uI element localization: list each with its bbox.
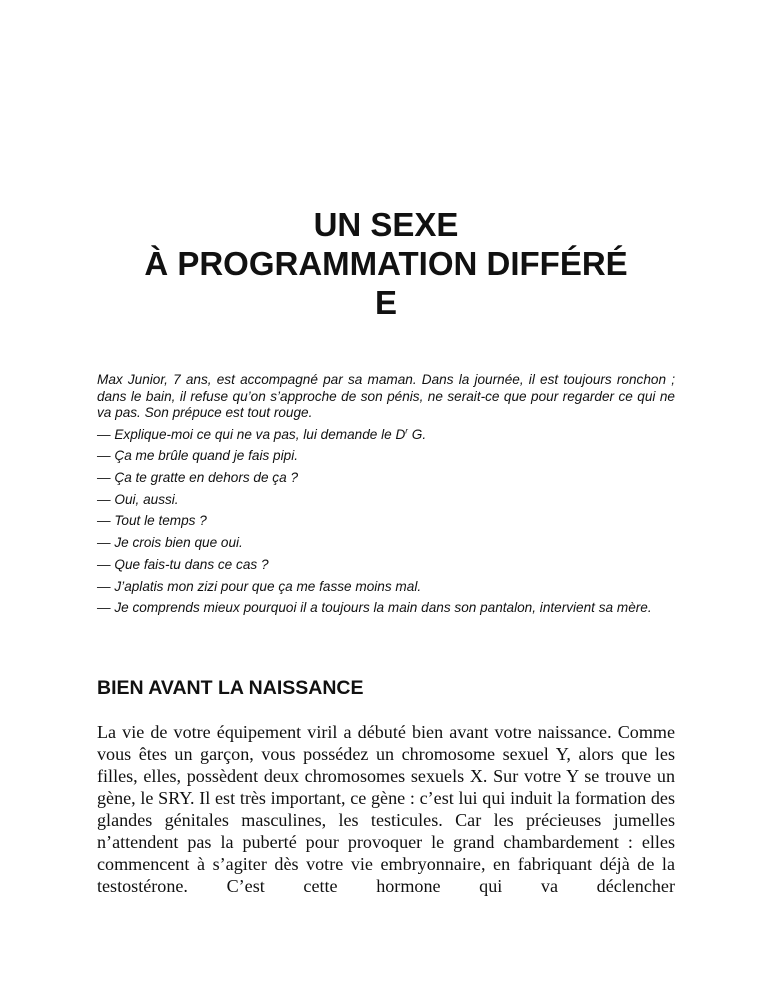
chapter-title-line-3: E bbox=[374, 284, 397, 321]
dialogue-line-8: — J’aplatis mon zizi pour que ça me fasse moins mal. bbox=[97, 578, 422, 594]
dialogue-line-1-text: — Explique-moi ce qui ne va pas, lui demande le D bbox=[97, 426, 406, 442]
chapter-title bbox=[0, 205, 772, 322]
dialogue-line-1-end: G. bbox=[407, 426, 427, 442]
chapter-title-line-2: À PROGRAMMATION DIFFÉRÉ bbox=[144, 245, 628, 282]
intro-paragraph: Max Junior, 7 ans, est accompagné par sa maman. Dans la journée, il est toujours ronchon ; dans le bain, il refuse qu’on s’approche de son pénis, ne serait-ce que pour regarder ce qui ne va pas. Son prépuce est tout rouge. bbox=[97, 372, 675, 420]
doctor-abbrev-sup: r bbox=[405, 426, 408, 436]
dialogue-line-7: — Que fais-tu dans ce cas ? bbox=[97, 556, 269, 572]
section-heading: BIEN AVANT LA NAISSANCE bbox=[97, 677, 364, 699]
dialogue-line-5: — Tout le temps ? bbox=[97, 513, 207, 529]
chapter-title-line-1: UN SEXE bbox=[313, 206, 459, 243]
dialogue-line-1 bbox=[97, 427, 675, 444]
intro-vignette bbox=[97, 372, 675, 622]
section-body-paragraph: La vie de votre équipement viril a débuté bien avant votre naissance. Comme vous êtes un garçon, vous possédez un chromosome sexuel Y, alors que les filles, elles, possèdent deux chromosomes sexuels X. Sur votre Y se trouve un gène, le SRY. Il est très important, ce gène : c’est lui qui induit la formation des glandes génitales masculines, les testicules. Car les précieuses jumelles n’attendent pas la puberté pour provoquer le grand chambardement : elles commencent à s’agiter dès votre vie embryonnaire, en fabriquant déjà de la testostérone. C’est cette hormone qui va déclencher bbox=[97, 722, 675, 896]
dialogue-line-2: — Ça me brûle quand je fais pipi. bbox=[97, 448, 298, 464]
dialogue-line-9: — Je comprends mieux pourquoi il a toujours la main dans son pantalon, intervient sa mère. bbox=[97, 600, 652, 616]
dialogue-line-3: — Ça te gratte en dehors de ça ? bbox=[97, 470, 299, 486]
dialogue-line-6: — Je crois bien que oui. bbox=[97, 535, 243, 551]
dialogue-line-4: — Oui, aussi. bbox=[97, 491, 179, 507]
